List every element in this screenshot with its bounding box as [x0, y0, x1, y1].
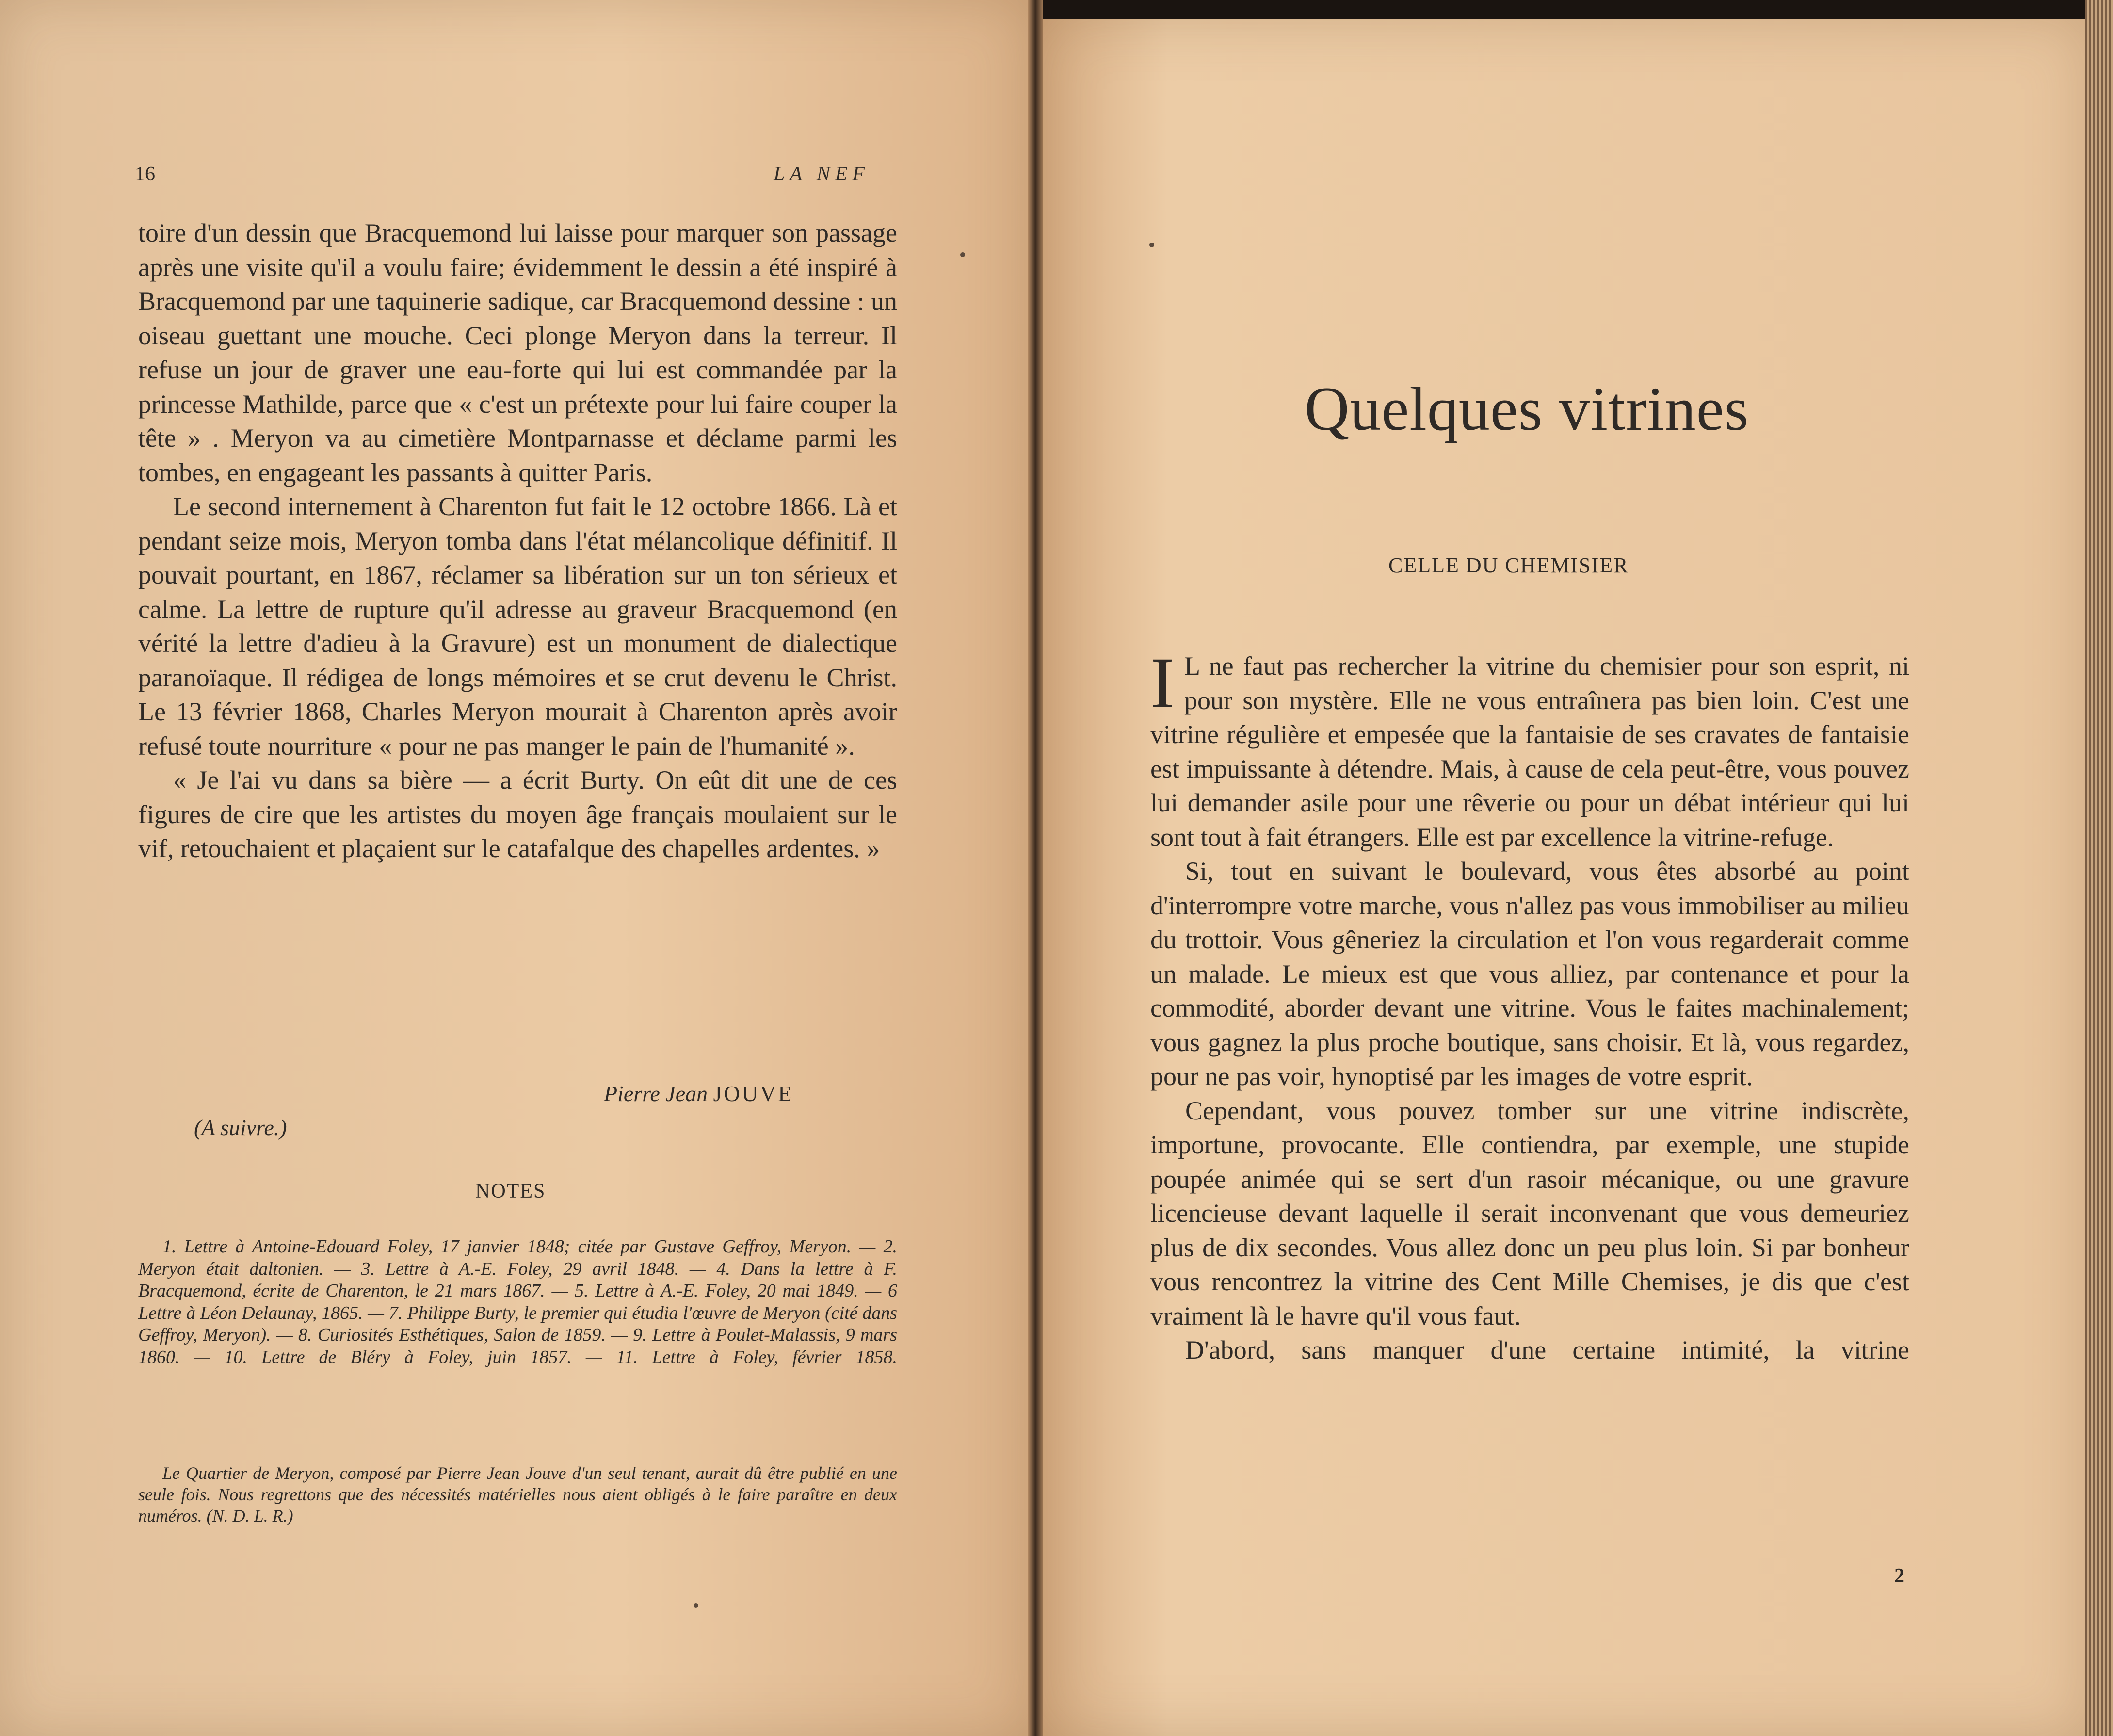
paragraph: « Je l'ai vu dans sa bière — a écrit Burty. On eût dit une de ces figures de cire que les artistes du moyen âge français moulaient sur le vif, retouchaient et plaçaient sur le catafalque des chapelles ardentes. »: [138, 765, 897, 863]
author-signature: [604, 1081, 793, 1106]
to-be-continued: (A suivre.): [194, 1115, 287, 1140]
paragraph: toire d'un dessin que Bracquemond lui laisse pour marquer son passage après une visite qu'il a voulu faire; évidemment le dessin a été inspiré à Bracquemond par une taquinerie sadique, car Bracquemond dessine : un oiseau guettant une mouche. Ceci plonge Meryon dans la terreur. Il refuse un jour de graver une eau-forte qui lui est commandée par la princesse Mathilde, parce que « c'est un prétexte pour lui faire couper la tête » . Meryon va au cimetière Montparnasse et déclame parmi les tombes, en engageant les passants à quitter Paris.: [138, 218, 897, 487]
book-gutter: [1028, 0, 1043, 1736]
right-body-text: [1150, 643, 1909, 1367]
paragraph: [1150, 643, 1909, 854]
footnotes: 1. Lettre à Antoine-Edouard Foley, 17 janvier 1848; citée par Gustave Geffroy, Meryon. — 2. Meryon était daltonien. — 3. Lettre à A.-E. Foley, 29 avril 1848. — 4. Dans la lettre à F. Bracquemond, écrite de Charenton, le 21 mars 1867. — 5. Lettre à A.-E. Foley, 20 mai 1849. — 6 Lettre à Léon Delaunay, 1865. — 7. Philippe Burty, le premier qui étudia l'œuvre de Meryon (cité dans Geffroy, Meryon). — 8. Curiosités Esthétiques, Salon de 1859. — 9. Lettre à Poulet-Malassis, 9 mars 1860. — 10. Lettre de Bléry à Foley, juin 1857. — 11. Lettre à Foley, février 1858.: [138, 1236, 897, 1367]
paragraph: D'abord, sans manquer d'une certaine intimité, la vitrine: [1185, 1335, 1909, 1364]
author-first-name: Pierre Jean: [604, 1081, 713, 1106]
paragraph-text: L ne faut pas rechercher la vitrine du chemisier pour son esprit, ni pour son mystère. Elle ne vous entraînera pas bien loin. C'est une vitrine régulière et empesée que la fantaisie de ses cravates de fantaisie est impuissante à détendre. Mais, à cause de cela peut-être, vous pouvez lui demander asile pour une rêverie ou pour un débat intérieur qui lui sont tout à fait étrangers. Elle est par excellence la vitrine-refuge.: [1150, 651, 1909, 852]
page-edges: [2085, 0, 2113, 1736]
section-heading: CELLE DU CHEMISIER: [1388, 553, 1629, 577]
paper-speck: [960, 252, 965, 257]
author-last-name: JOUVE: [713, 1081, 794, 1106]
article-title: Quelques vitrines: [1305, 374, 1749, 443]
drop-cap: I: [1150, 643, 1175, 723]
notes-heading: NOTES: [475, 1180, 546, 1202]
paragraph: Cependant, vous pouvez tomber sur une vitrine indiscrète, importune, provocante. Elle contiendra, par exemple, une stupide poupée animée qui se sert d'un rasoir mécanique, ou une gravure licencieuse devant laquelle il serait inconvenant que vous demeuriez plus de dix secondes. Vous allez donc un peu plus loin. Si par bonheur vous rencontrez la vitrine des Cent Mille Chemises, je dis que c'est vraiment là le havre qu'il vous faut.: [1150, 1096, 1909, 1330]
paper-speck: [1149, 243, 1154, 247]
paragraph: Le second internement à Charenton fut fait le 12 octobre 1866. Là et pendant seize mois, Meryon tomba dans l'état mélancolique définitif. Il pouvait pourtant, en 1867, réclamer sa libération sur un ton sérieux et calme. La lettre de rupture qu'il adresse au graveur Bracquemond (en vérité la lettre d'adieu à la Gravure) est un monument de dialectique paranoïaque. Il rédigea de longs mémoires et se crut devenu le Christ. Le 13 février 1868, Charles Meryon mourait à Charenton après avoir refusé toute nourriture « pour ne pas manger le pain de l'humanité ».: [138, 492, 897, 761]
page-number-right: 2: [1894, 1565, 1904, 1587]
paragraph: Si, tout en suivant le boulevard, vous êtes absorbé au point d'interrompre votre marche, vous n'allez pas vous immobiliser au milieu du trottoir. Vous gêneriez la circulation et l'on vous regarderait comme un malade. Le mieux est que vous alliez, par contenance et pour la commodité, aborder devant une vitrine. Vous le faites machinalement; vous gagnez la plus proche boutique, sans choisir. Et là, vous regardez, pour ne pas voir, hynoptisé par les images de votre esprit.: [1150, 857, 1909, 1091]
page-number-left: 16: [135, 163, 155, 185]
running-title: LA NEF: [774, 163, 870, 185]
editor-note: Le Quartier de Meryon, composé par Pierre Jean Jouve d'un seul tenant, aurait dû être publié en une seule fois. Nous regrettons que des nécessités matérielles nous aient obligés à le faire paraître en deux numéros. (N. D. L. R.): [138, 1463, 897, 1525]
paper-speck: [694, 1603, 698, 1608]
left-body-text: [138, 216, 897, 866]
